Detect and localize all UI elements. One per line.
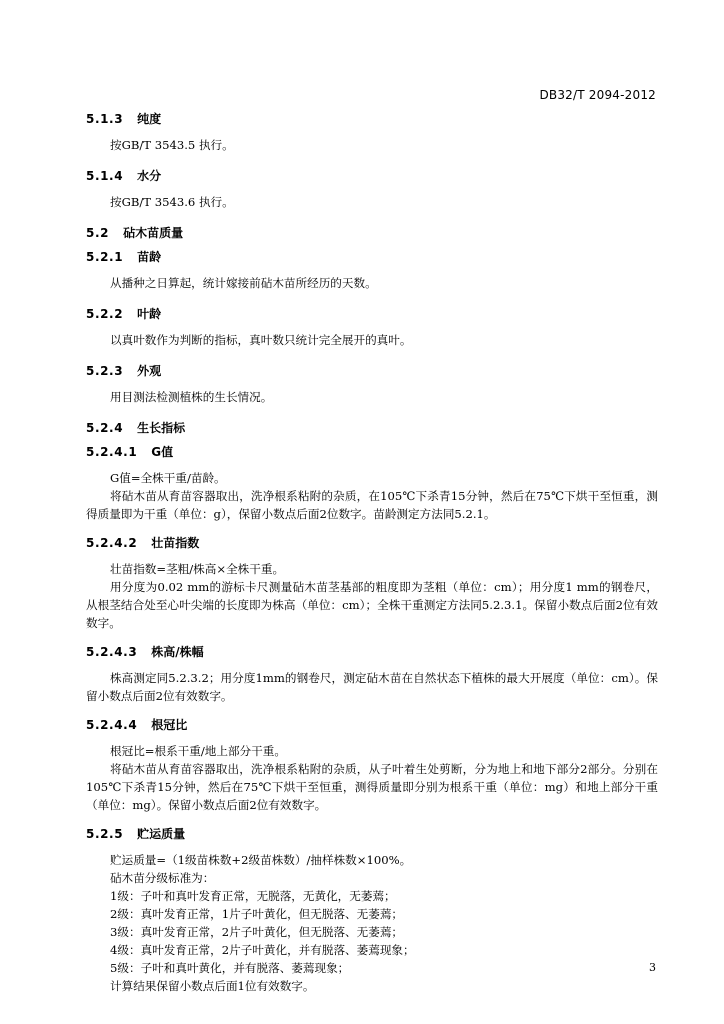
grade-item: 1级：子叶和真叶发育正常，无脱落，无黄化，无萎蔫；: [110, 889, 396, 903]
section-number: 5.2.4.4: [86, 718, 138, 732]
section-5-2-4-4: [86, 717, 658, 814]
section-title: 外观: [137, 364, 162, 378]
heading: [86, 249, 658, 265]
heading: [86, 168, 658, 184]
paragraph: 贮运质量=（1级苗株数+2级苗株数）/抽样株数×100%。: [110, 853, 412, 867]
paragraph: 根冠比=根系干重/地上部分干重。: [110, 744, 286, 758]
heading: [86, 826, 658, 842]
section-title: G值: [151, 445, 174, 459]
paragraph: 按GB/T 3543.5 执行。: [110, 138, 234, 152]
section-5-2-3: [86, 363, 658, 406]
section-number: 5.2.3: [86, 364, 124, 378]
heading: [86, 444, 658, 460]
section-number: 5.2: [86, 226, 110, 240]
section-number: 5.2.4.2: [86, 536, 138, 550]
section-title: 株高/株幅: [151, 645, 204, 659]
section-5-2-4: [86, 420, 658, 436]
heading: [86, 225, 658, 241]
paragraph: 砧木苗分级标准为：: [110, 871, 215, 885]
heading: [86, 363, 658, 379]
section-5-2-5: [86, 826, 658, 995]
section-number: 5.1.3: [86, 112, 124, 126]
section-number: 5.1.4: [86, 169, 124, 183]
grade-item: 4级：真叶发育正常，2片子叶黄化，并有脱落、萎蔫现象；: [110, 943, 415, 957]
document-body: [86, 111, 658, 995]
section-number: 5.2.2: [86, 307, 124, 321]
section-number: 5.2.4: [86, 421, 124, 435]
section-number: 5.2.4.3: [86, 645, 138, 659]
heading: [86, 111, 658, 127]
section-5-1-3: [86, 111, 658, 154]
paragraph: 用分度为0.02 mm的游标卡尺测量砧木苗茎基部的粗度即为茎粗（单位：cm）；用分度1 mm的钢卷尺，从根茎结合处至心叶尖端的长度即为株高（单位：cm）；全株干重测定方法同5.2.3.1。保留小数点后面2位有效数字。: [86, 580, 658, 630]
section-5-2: [86, 225, 658, 241]
heading: [86, 644, 658, 660]
section-number: 5.2.5: [86, 827, 124, 841]
paragraph: 从播种之日算起，统计嫁接前砧木苗所经历的天数。: [110, 276, 377, 290]
section-title: 壮苗指数: [151, 536, 200, 550]
paragraph: 壮苗指数=茎粗/株高×全株干重。: [110, 562, 285, 576]
section-5-2-4-1: [86, 444, 658, 523]
grade-item: 2级：真叶发育正常，1片子叶黄化，但无脱落、无萎蔫；: [110, 907, 404, 921]
section-title: 纯度: [137, 112, 162, 126]
section-number: 5.2.1: [86, 250, 124, 264]
paragraph: 用目测法检测植株的生长情况。: [110, 390, 273, 404]
paragraph: 将砧木苗从育苗容器取出，洗净根系粘附的杂质，在105℃下杀青15分钟，然后在75℃下烘干至恒重，测得质量即为干重（单位：g），保留小数点后面2位数字。苗龄测定方法同5.2.1。: [86, 489, 658, 521]
paragraph: 将砧木苗从育苗容器取出，洗净根系粘附的杂质，从子叶着生处剪断，分为地上和地下部分2部分。分别在105℃下杀青15分钟，然后在75℃下烘干至恒重，测得质量即分别为根系干重（单位：mg）和地上部分干重（单位：mg）。保留小数点后面2位有效数字。: [86, 762, 658, 812]
paragraph: G值=全株干重/苗龄。: [110, 471, 226, 485]
page-number: 3: [649, 961, 656, 974]
section-title: 水分: [137, 169, 162, 183]
section-title: 砧木苗质量: [123, 226, 184, 240]
section-number: 5.2.4.1: [86, 445, 138, 459]
heading: [86, 306, 658, 322]
heading: [86, 717, 658, 733]
section-title: 根冠比: [151, 718, 188, 732]
paragraph: 以真叶数作为判断的指标，真叶数只统计完全展开的真叶。: [110, 333, 412, 347]
section-5-2-1: [86, 249, 658, 292]
section-5-2-4-3: [86, 644, 658, 705]
paragraph: 株高测定同5.2.3.2；用分度1mm的钢卷尺，测定砧木苗在自然状态下植株的最大开展度（单位：cm）。保留小数点后面2位有效数字。: [86, 671, 658, 703]
section-5-2-2: [86, 306, 658, 349]
heading: [86, 535, 658, 551]
grade-item: 3级：真叶发育正常，2片子叶黄化，但无脱落、无萎蔫；: [110, 925, 404, 939]
paragraph: 计算结果保留小数点后面1位有效数字。: [110, 979, 315, 993]
paragraph: 按GB/T 3543.6 执行。: [110, 195, 234, 209]
section-5-2-4-2: [86, 535, 658, 632]
section-title: 叶龄: [137, 307, 162, 321]
section-title: 贮运质量: [137, 827, 186, 841]
standard-id: DB32/T 2094-2012: [539, 88, 656, 102]
section-title: 苗龄: [137, 250, 162, 264]
heading: [86, 420, 658, 436]
grade-item: 5级：子叶和真叶黄化，并有脱落、萎蔫现象；: [110, 961, 350, 975]
section-5-1-4: [86, 168, 658, 211]
section-title: 生长指标: [137, 421, 186, 435]
